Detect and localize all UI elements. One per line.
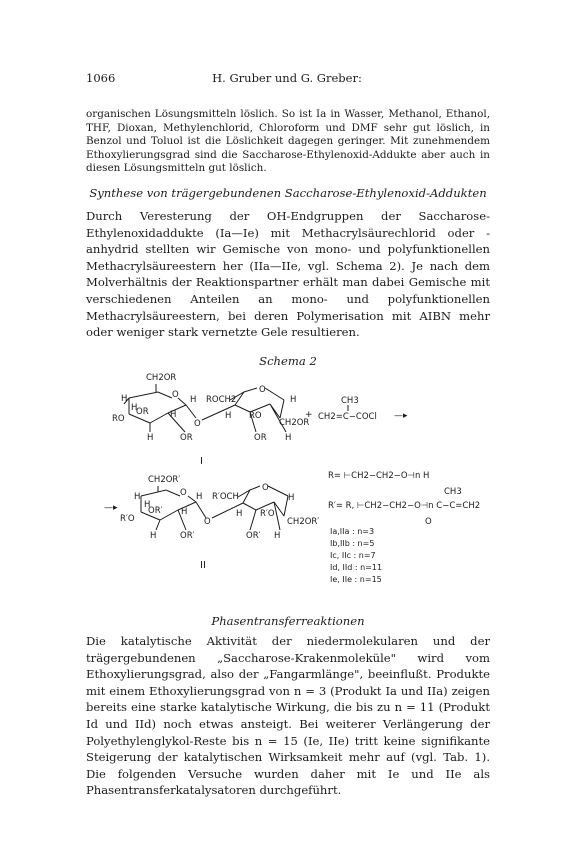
or-label: OR′ [180,531,195,541]
atom-label: H [144,500,151,510]
atom-label: H [290,395,297,405]
compound-label-two: II [200,560,206,571]
ro-label: RO [249,411,262,421]
r-prime-methyl: CH3 [444,487,462,497]
atom-label: H [225,411,232,421]
reagent-formula: CH2=C−COCl [318,412,377,422]
atom-label: H [288,493,295,503]
ring-oxygen: O [172,390,179,400]
series-line: Ia,IIa : n=3 [330,527,375,536]
ch2or-label: CH2OR [146,373,177,383]
ro-label: R′O [120,514,135,524]
series-line: Ib,IIb : n=5 [330,539,375,548]
ring-oxygen: O [262,483,269,493]
methyl-label: CH3 [341,396,359,406]
structure-compound-two [104,475,319,571]
atom-label: H [285,433,292,443]
carbonyl-oxygen: O [425,517,432,527]
incoming-arrow: —▸ [104,503,118,513]
atom-label: H [134,492,141,502]
ro-label: RO [112,414,125,424]
atom-label: H [181,507,188,517]
or-label: OR′ [148,506,163,516]
roch2-label: ROCH2 [206,395,237,405]
structure-compound-one [112,373,408,467]
paragraph-catalytic-activity: Die katalytische Aktivität der niedermolekularen und der trägergebundenen „Saccharose-Krakenmoleküle" wird vom Ethoxylierungsgrad, also der „Fangarmlänge", beeinflußt. Produkte mit einem Ethoxylierungsgrad von n = 3 (Produkt Ia und IIa) zeigen bereits eine starke katalytische Wirkung, die bis zu n = 11 (Produkt Id und IId) noch etwas ansteigt. Bei weiterer Verlängerung der Polyethylenglykol-Reste bis n = 15 (Ie, IIe) tritt keine signifikante Steigerung der katalytischen Wirksamkeit mehr auf (vgl. Tab. 1). Die folgenden Versuche wurden daher mit Ie und IIe als Phasentransferkatalysatoren durchgeführt. [86,634,490,798]
bridge-oxygen: O [194,419,201,429]
series-line: Ie, IIe : n=15 [330,575,382,584]
running-title: H. Gruber und G. Greber: [212,71,362,85]
ch2or-label: CH2OR [279,418,310,428]
r-prime-definition: R′= R, ⊢CH2−CH2−O⊣n C−C=CH2 [328,501,481,511]
atom-label: H [236,509,243,519]
page-number: 1066 [86,71,116,85]
atom-label: H [196,492,203,502]
compound-label-one: I [200,456,203,467]
ch2or-label: CH2OR′ [148,475,181,485]
section-heading-synthesis: Synthese von trägergebundenen Saccharose-Ethylenoxid-Addukten [89,186,487,200]
bridge-oxygen: O [204,517,211,527]
or-label: OR′ [246,531,261,541]
r-definition: R= ⊢CH2−CH2−O⊣n H [328,471,430,481]
ch2or-label: CH2OR′ [287,517,320,527]
atom-label: H [121,394,128,404]
roch2-label: R′OCH [212,492,239,502]
scheme-caption: Schema 2 [259,354,317,368]
or-label: OR [136,407,149,417]
section-heading-phase-transfer: Phasentransferreaktionen [211,614,365,628]
or-label: OR [254,433,267,443]
paragraph-esterification: Durch Veresterung der OH-Endgruppen der Saccharose-Ethylenoxidaddukte (Ia—Ie) mit Methacrylsäurechlorid oder -anhydrid stellten wir Gemische von mono- und polyfunktionellen Methacrylsäureestern her (IIa—IIe, vgl. Schema 2). Je nach dem Molverhältnis der Reaktionspartner erhält man dabei Gemische mit verschiedenen Anteilen an mono- und polyfunktionellen Methacrylsäureestern, bei deren Polymerisation mit AIBN mehr oder weniger stark vernetzte Gele resultieren. [86,209,490,340]
atom-label: H [190,395,197,405]
substituent-definitions [328,471,480,584]
series-line: Id, IId : n=11 [330,563,383,572]
ring-oxygen: O [259,385,266,395]
atom-label: H [150,531,157,541]
paragraph-solubility: organischen Lösungsmitteln löslich. So ist Ia in Wasser, Methanol, Ethanol, THF, Dioxan, Methylenchlorid, Chloroform und DMF sehr gut löslich, in Benzol und Toluol ist die Löslichkeit dagegen geringer. Mit zunehmendem Ethoxylierungsgrad sind die Saccharose-Ethylenoxid-Addukte aber auch in diesen Lösungsmitteln gut löslich. [86,108,490,175]
or-label: OR [180,433,193,443]
atom-label: H [131,403,138,413]
ro-label: R′O [260,509,275,519]
series-line: Ic, IIc : n=7 [330,551,376,560]
reaction-arrow: —▸ [394,411,408,421]
atom-label: H [170,410,177,420]
atom-label: H [147,433,154,443]
ring-oxygen: O [180,488,187,498]
plus-sign: + [305,410,313,420]
atom-label: H [274,531,281,541]
